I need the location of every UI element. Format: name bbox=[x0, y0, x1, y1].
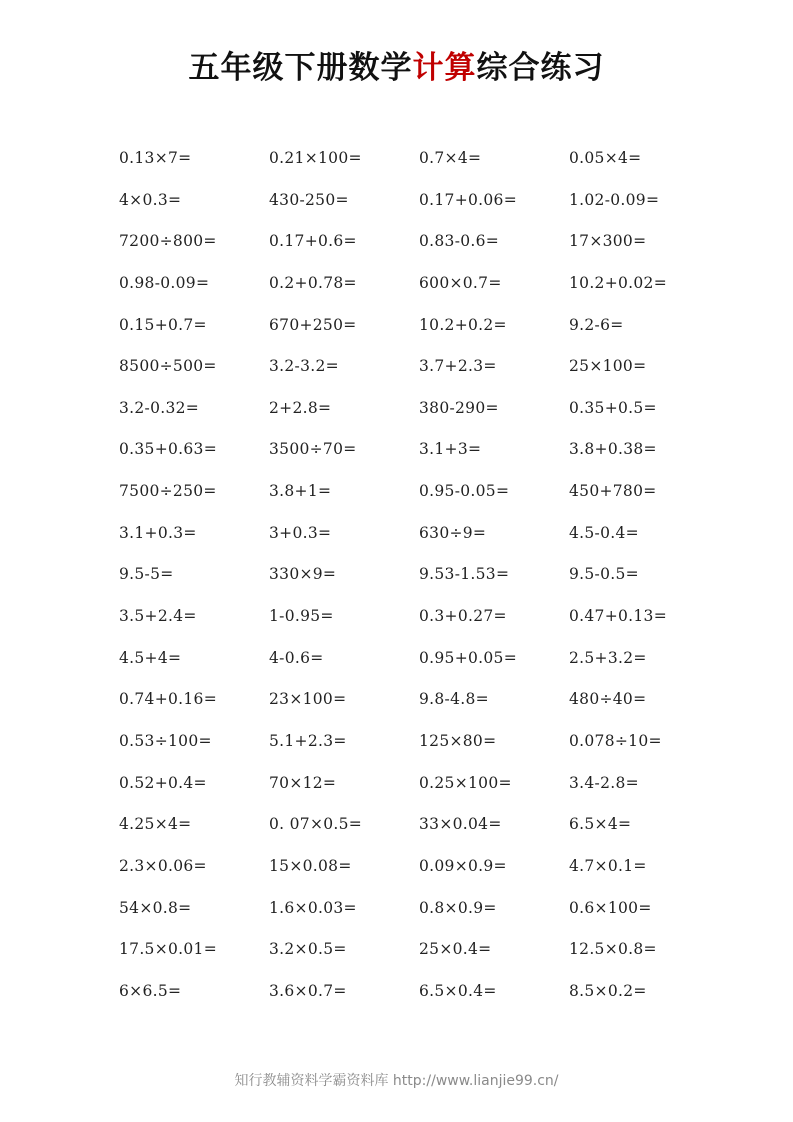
problem-item: 0.8×0.9= bbox=[419, 898, 497, 917]
problem-item: 0.98-0.09= bbox=[119, 273, 210, 292]
title-part-1: 五年级下册数学 bbox=[188, 50, 413, 86]
problem-item: 3.2-0.32= bbox=[119, 398, 200, 417]
problem-item: 4×0.3= bbox=[119, 190, 182, 209]
problem-item: 9.5-5= bbox=[119, 565, 174, 584]
problem-item: 33×0.04= bbox=[419, 815, 502, 834]
problem-item: 3.7+2.3= bbox=[419, 357, 497, 376]
problem-item: 6.5×4= bbox=[569, 815, 632, 834]
problem-item: 8.5×0.2= bbox=[569, 981, 647, 1000]
problem-item: 0.6×100= bbox=[569, 898, 652, 917]
problem-item: 0.47+0.13= bbox=[569, 607, 667, 626]
problem-item: 3500÷70= bbox=[269, 440, 357, 459]
problem-item: 12.5×0.8= bbox=[569, 940, 657, 959]
problem-item: 17×300= bbox=[569, 232, 647, 251]
problem-item: 8500÷500= bbox=[119, 357, 217, 376]
problem-item: 9.53-1.53= bbox=[419, 565, 510, 584]
problem-item: 0.53÷100= bbox=[119, 731, 212, 750]
problem-item: 0.83-0.6= bbox=[419, 232, 500, 251]
problem-item: 3.4-2.8= bbox=[569, 773, 639, 792]
problem-item: 0.15+0.7= bbox=[119, 315, 207, 334]
problem-item: 54×0.8= bbox=[119, 898, 192, 917]
problem-item: 2.5+3.2= bbox=[569, 648, 647, 667]
problem-item: 7200÷800= bbox=[119, 232, 217, 251]
problem-item: 0.95+0.05= bbox=[419, 648, 517, 667]
problem-item: 430-250= bbox=[269, 190, 349, 209]
problem-item: 0.3+0.27= bbox=[419, 607, 507, 626]
problem-item: 0.05×4= bbox=[569, 149, 642, 167]
problem-item: 1.02-0.09= bbox=[569, 190, 660, 209]
title-accent: 计算 bbox=[412, 50, 477, 86]
problem-item: 480÷40= bbox=[569, 690, 647, 709]
problem-item: 0.95-0.05= bbox=[419, 482, 510, 501]
problem-item: 1-0.95= bbox=[269, 607, 334, 626]
problem-item: 25×0.4= bbox=[419, 940, 492, 959]
problem-item: 0.21×100= bbox=[269, 149, 362, 167]
problem-item: 600×0.7= bbox=[419, 273, 502, 292]
problem-item: 0.7×4= bbox=[419, 149, 482, 167]
problem-item: 0.25×100= bbox=[419, 773, 512, 792]
page-title bbox=[0, 48, 793, 88]
problem-item: 70×12= bbox=[269, 773, 337, 792]
problem-item: 0.74+0.16= bbox=[119, 690, 217, 709]
problem-item: 0.17+0.6= bbox=[269, 232, 357, 251]
problem-item: 0.09×0.9= bbox=[419, 856, 507, 875]
problem-item: 5.1+2.3= bbox=[269, 731, 347, 750]
problem-item: 0.13×7= bbox=[119, 149, 192, 167]
problem-item: 3.2-3.2= bbox=[269, 357, 339, 376]
problem-item: 3.8+0.38= bbox=[569, 440, 657, 459]
problem-item: 0.2+0.78= bbox=[269, 273, 357, 292]
problem-item: 670+250= bbox=[269, 315, 357, 334]
problem-item: 3.8+1= bbox=[269, 482, 332, 501]
problem-item: 15×0.08= bbox=[269, 856, 352, 875]
problem-item: 630÷9= bbox=[419, 523, 487, 542]
problem-item: 6.5×0.4= bbox=[419, 981, 497, 1000]
problem-item: 450+780= bbox=[569, 482, 657, 501]
problem-item: 25×100= bbox=[569, 357, 647, 376]
problem-item: 10.2+0.02= bbox=[569, 273, 667, 292]
problem-item: 9.2-6= bbox=[569, 315, 624, 334]
problem-item: 0.35+0.5= bbox=[569, 398, 657, 417]
problem-item: 10.2+0.2= bbox=[419, 315, 507, 334]
problem-item: 4-0.6= bbox=[269, 648, 324, 667]
problem-item: 0. 07×0.5= bbox=[269, 815, 363, 834]
problem-item: 380-290= bbox=[419, 398, 499, 417]
problem-item: 4.7×0.1= bbox=[569, 856, 647, 875]
problem-item: 4.5-0.4= bbox=[569, 523, 639, 542]
problem-item: 2.3×0.06= bbox=[119, 856, 207, 875]
problem-item: 6×6.5= bbox=[119, 981, 182, 1000]
problem-item: 1.6×0.03= bbox=[269, 898, 357, 917]
problem-item: 0.35+0.63= bbox=[119, 440, 217, 459]
problem-item: 3.1+0.3= bbox=[119, 523, 197, 542]
problem-item: 125×80= bbox=[419, 731, 497, 750]
problem-item: 23×100= bbox=[269, 690, 347, 709]
problem-item: 3.2×0.5= bbox=[269, 940, 347, 959]
problem-item: 2+2.8= bbox=[269, 398, 332, 417]
problem-item: 3+0.3= bbox=[269, 523, 332, 542]
problem-item: 3.5+2.4= bbox=[119, 607, 197, 626]
problem-item: 9.8-4.8= bbox=[419, 690, 489, 709]
title-part-2: 综合练习 bbox=[476, 50, 605, 86]
footer-watermark: 知行教辅资料学霸资料库 http://www.lianjie99.cn/ bbox=[234, 1073, 559, 1089]
problem-item: 4.25×4= bbox=[119, 815, 192, 834]
problem-grid bbox=[119, 140, 719, 1014]
problem-item: 7500÷250= bbox=[119, 482, 217, 501]
problem-item: 4.5+4= bbox=[119, 648, 182, 667]
problem-item: 330×9= bbox=[269, 565, 337, 584]
problem-item: 3.1+3= bbox=[419, 440, 482, 459]
problem-item: 0.17+0.06= bbox=[419, 190, 517, 209]
problem-item: 9.5-0.5= bbox=[569, 565, 639, 584]
problem-item: 0.52+0.4= bbox=[119, 773, 207, 792]
problem-item: 0.078÷10= bbox=[569, 731, 662, 750]
problem-item: 17.5×0.01= bbox=[119, 940, 217, 959]
problem-item: 3.6×0.7= bbox=[269, 981, 347, 1000]
